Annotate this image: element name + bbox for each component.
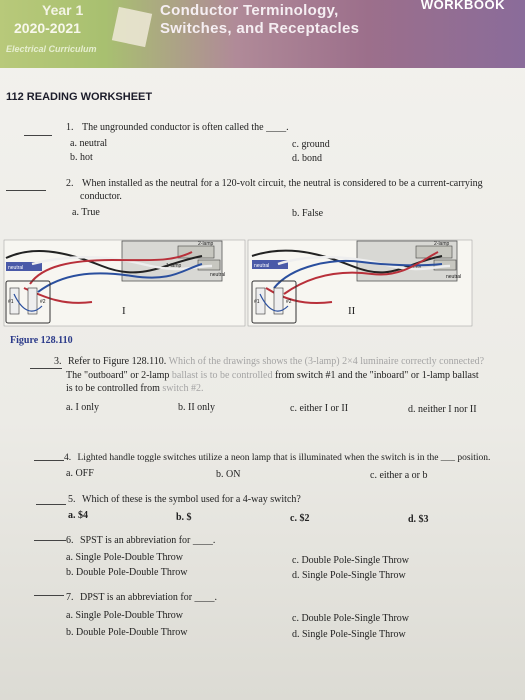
option-3b: b. II only (178, 402, 215, 413)
label-2lamp-ii: 2-lamp (434, 241, 450, 247)
ballast-2lamp-ii (416, 246, 452, 258)
label-neutral-left-i: neutral (8, 265, 24, 271)
question-text: The ungrounded conductor is often called the ____. (82, 122, 289, 133)
label-sw2-i: #2 (40, 299, 46, 305)
question-text: DPST is an abbreviation for ____. (80, 592, 218, 603)
option-7a: a. Single Pole-Double Throw (66, 610, 184, 621)
option-6d: d. Single Pole-Single Throw (292, 570, 406, 581)
figure-wiring-diagrams (2, 236, 512, 331)
drawing-i (4, 240, 245, 326)
question-number: 4. (64, 453, 72, 463)
figure-caption: Figure 128.110 (10, 335, 73, 346)
label-neutral-i: neutral (210, 272, 226, 278)
option-7b: b. Double Pole-Double Throw (66, 627, 188, 638)
option-1a: a. neutral (70, 138, 108, 149)
year-label: Year 1 (42, 2, 84, 18)
question-number: 6. (66, 535, 74, 546)
question-3-line2 (66, 370, 479, 382)
q3-line2-b: ballast is to be controlled (171, 370, 273, 381)
question-6 (66, 535, 215, 547)
q3-line3-b: switch #2. (162, 383, 204, 394)
chapter-title-line1: Conductor Terminology, (160, 2, 339, 19)
option-1d: d. bond (292, 153, 322, 164)
curriculum-label: Electrical Curriculum (6, 44, 97, 54)
option-6b: b. Double Pole-Double Throw (66, 567, 188, 578)
question-2 (66, 178, 483, 190)
question-3 (54, 356, 484, 368)
option-5b: b. $ (176, 512, 192, 523)
option-6c: c. Double Pole-Single Throw (292, 555, 410, 566)
hexagon-decoration (112, 7, 152, 47)
q3-line2-c: from switch #1 and the "inboard" or 1-lamp ballast (272, 370, 479, 381)
option-7c: c. Double Pole-Single Throw (292, 613, 410, 624)
option-5a: a. $4 (68, 510, 88, 521)
question-5 (68, 494, 301, 506)
label-neutral-left-ii: neutral (254, 263, 270, 269)
question-7 (66, 592, 217, 604)
option-1b: b. hot (70, 152, 93, 163)
label-1lamp-i: 1-lamp (166, 263, 182, 269)
label-neutral-ii: neutral (446, 274, 462, 280)
workbook-label: WORKBOOK (420, 0, 505, 12)
option-1c: c. ground (292, 139, 330, 150)
label-1lamp-ii: 1-lamp (406, 265, 422, 271)
answer-blank-7[interactable] (34, 595, 64, 596)
worksheet-title: 112 READING WORKSHEET (6, 91, 153, 103)
drawing-ii (248, 240, 472, 326)
option-5c: c. $2 (290, 513, 310, 524)
question-number: 3. (54, 356, 62, 367)
option-5d: d. $3 (408, 514, 429, 525)
question-text-b: Which of the drawings shows the (3-lamp) 2×4 luminaire correctly connected? (168, 356, 485, 367)
option-4c: c. either a or b (370, 470, 428, 481)
question-number: 5. (68, 494, 76, 505)
option-3a: a. I only (66, 402, 100, 413)
option-3c: c. either I or II (290, 403, 349, 414)
drawing-ii-label: II (348, 305, 356, 317)
question-text-a: Refer to Figure 128.110. (68, 356, 167, 367)
q3-line3-a: is to be controlled from (66, 383, 163, 394)
question-number: 7. (66, 592, 74, 603)
label-sw2-ii: #2 (286, 299, 292, 305)
answer-blank-6[interactable] (34, 540, 66, 541)
question-text: Lighted handle toggle switches utilize a neon lamp that is illuminated when the switch is in the ___ position. (77, 453, 491, 463)
option-2b: b. False (292, 208, 324, 219)
option-2a: a. True (72, 207, 100, 218)
question-1 (66, 122, 289, 134)
answer-blank-4[interactable] (34, 460, 64, 461)
question-text: Which of these is the symbol used for a 4-way switch? (82, 494, 301, 505)
question-4 (64, 452, 490, 464)
header-banner (0, 0, 525, 68)
q3-line2-a: The "outboard" or 2-lamp (66, 370, 172, 381)
answer-blank-2[interactable] (6, 190, 46, 191)
question-number: 2. (66, 178, 74, 189)
question-text: When installed as the neutral for a 120-volt circuit, the neutral is considered to be a current-carrying (82, 178, 483, 189)
school-year: 2020-2021 (14, 20, 81, 36)
label-sw1-ii: #1 (254, 299, 260, 305)
option-4b: b. ON (216, 469, 241, 480)
question-text: SPST is an abbreviation for ____. (80, 535, 216, 546)
chapter-title-line2: Switches, and Receptacles (160, 20, 360, 37)
option-6a: a. Single Pole-Double Throw (66, 552, 184, 563)
option-4a: a. OFF (66, 468, 94, 479)
label-2lamp-i: 2-lamp (198, 241, 214, 247)
answer-blank-1[interactable] (24, 135, 52, 136)
question-3-line3 (66, 383, 203, 395)
drawing-i-label: I (122, 305, 126, 317)
question-number: 1. (66, 122, 74, 133)
answer-blank-3[interactable] (30, 368, 62, 369)
label-sw1-i: #1 (8, 299, 14, 305)
option-7d: d. Single Pole-Single Throw (292, 629, 406, 640)
answer-blank-5[interactable] (36, 504, 66, 505)
option-3d: d. neither I nor II (408, 404, 477, 415)
question-2-cont: conductor. (80, 191, 122, 202)
